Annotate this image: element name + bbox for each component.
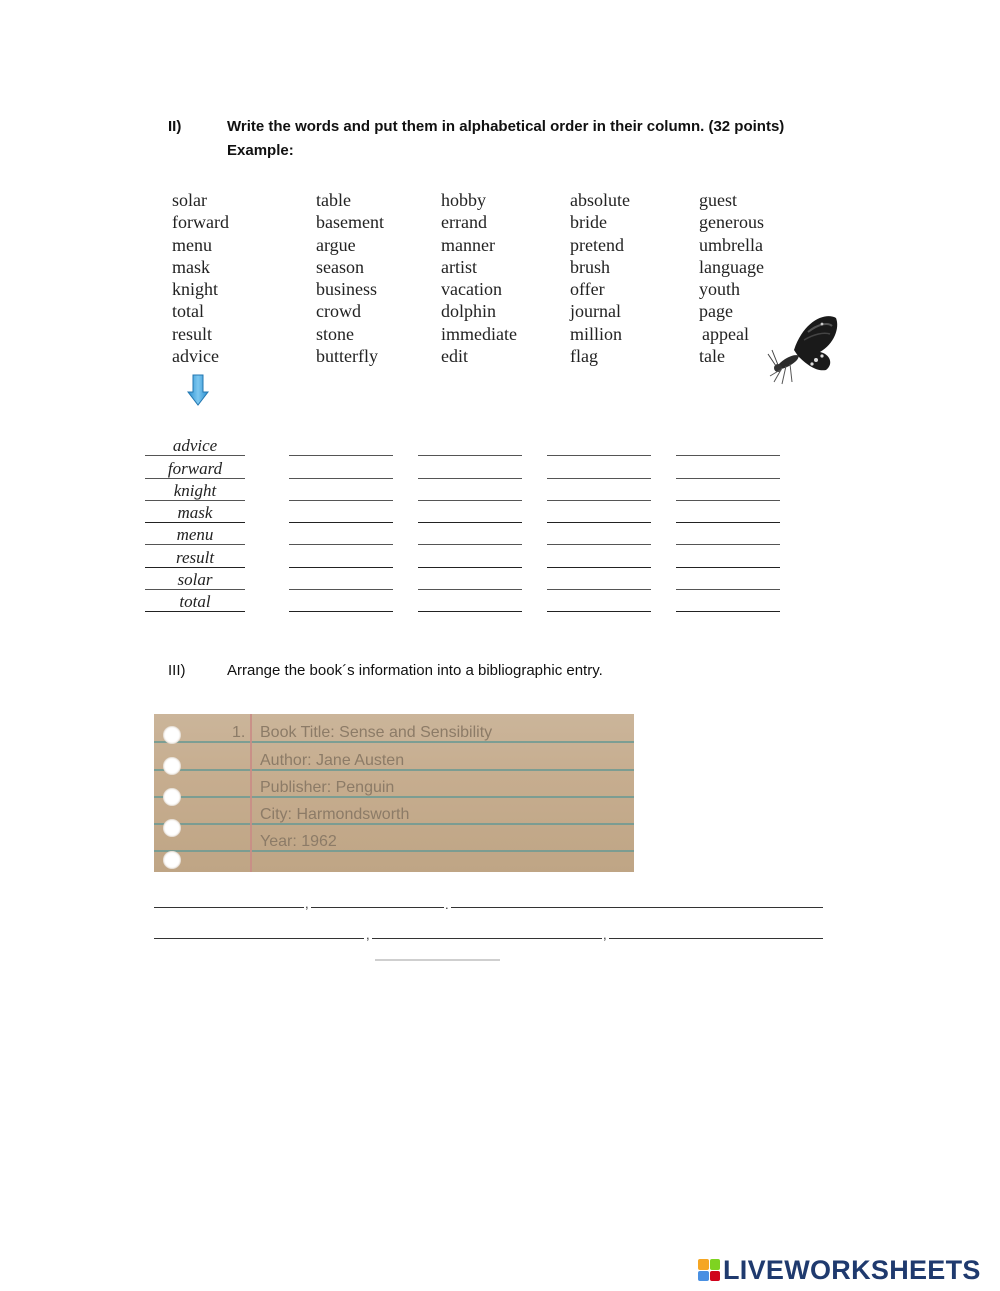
section-2-example-label: Example: bbox=[227, 142, 294, 159]
word-item: butterfly bbox=[316, 346, 378, 367]
example-answer-word: forward bbox=[167, 458, 223, 478]
bib-title-field[interactable] bbox=[451, 907, 823, 908]
word-item: stone bbox=[316, 323, 354, 344]
bib-separator: , bbox=[366, 927, 370, 942]
word-item: language bbox=[699, 256, 764, 277]
answer-blank[interactable] bbox=[676, 479, 780, 501]
bib-separator: , bbox=[305, 896, 309, 911]
word-item: crowd bbox=[316, 301, 361, 322]
section-3-instruction: Arrange the book´s information into a bibliographic entry. bbox=[227, 662, 603, 679]
answer-blank[interactable] bbox=[289, 479, 393, 501]
section-2-instruction: Write the words and put them in alphabetical order in their column. (32 points) bbox=[227, 118, 785, 135]
example-answer-word: mask bbox=[177, 503, 213, 523]
answer-blank[interactable] bbox=[676, 590, 780, 612]
example-answer-row bbox=[145, 545, 245, 567]
answer-underline bbox=[418, 611, 522, 612]
word-item: pretend bbox=[570, 234, 624, 255]
example-answer-word: total bbox=[179, 592, 211, 612]
word-item: total bbox=[172, 301, 204, 322]
answer-blank[interactable] bbox=[418, 501, 522, 523]
word-column bbox=[172, 189, 229, 367]
answer-blank[interactable] bbox=[547, 456, 651, 478]
answer-blank[interactable] bbox=[418, 545, 522, 567]
answer-blank[interactable] bbox=[289, 434, 393, 456]
example-answer-row bbox=[145, 456, 245, 478]
example-answer-row bbox=[145, 568, 245, 590]
book-title: Book Title: Sense and Sensibility bbox=[260, 724, 493, 741]
answer-blank[interactable] bbox=[418, 568, 522, 590]
answer-blank[interactable] bbox=[676, 501, 780, 523]
book-info-card bbox=[154, 714, 634, 872]
word-item: manner bbox=[441, 234, 495, 255]
word-item: offer bbox=[570, 279, 605, 300]
bib-extra-field[interactable] bbox=[609, 938, 823, 939]
word-item: absolute bbox=[570, 190, 630, 210]
answer-blank[interactable] bbox=[289, 568, 393, 590]
example-answer-word: knight bbox=[173, 480, 217, 500]
section-3-number: III) bbox=[168, 662, 186, 679]
example-answer-column bbox=[145, 434, 245, 612]
word-column bbox=[441, 189, 517, 367]
word-item: advice bbox=[172, 346, 219, 367]
answer-blank[interactable] bbox=[289, 523, 393, 545]
word-item: appeal bbox=[702, 323, 749, 344]
binder-hole bbox=[163, 726, 181, 744]
answer-blank[interactable] bbox=[289, 545, 393, 567]
word-item: menu bbox=[172, 234, 212, 255]
word-item: generous bbox=[699, 212, 764, 233]
word-item: immediate bbox=[441, 323, 517, 344]
word-item: result bbox=[172, 323, 212, 344]
brand-name: LIVEWORKSHEETS bbox=[723, 1254, 981, 1285]
book-entry-number: 1. bbox=[232, 724, 246, 741]
answer-column bbox=[676, 434, 780, 612]
word-item: artist bbox=[441, 256, 477, 277]
word-item: page bbox=[699, 301, 733, 322]
bib-city-field[interactable] bbox=[154, 938, 364, 939]
word-item: season bbox=[316, 256, 364, 277]
bib-separator: , bbox=[603, 927, 607, 942]
word-column bbox=[316, 189, 384, 367]
answer-blank[interactable] bbox=[418, 523, 522, 545]
answer-blank[interactable] bbox=[676, 568, 780, 590]
answer-column bbox=[547, 434, 651, 612]
answer-blank[interactable] bbox=[547, 590, 651, 612]
liveworksheets-brand[interactable] bbox=[698, 1255, 981, 1285]
word-item: flag bbox=[570, 346, 598, 367]
book-publisher: Publisher: Penguin bbox=[260, 779, 395, 796]
example-answer-row bbox=[145, 523, 245, 545]
word-column bbox=[699, 189, 764, 367]
book-author: Author: Jane Austen bbox=[260, 752, 405, 769]
answer-blank[interactable] bbox=[676, 523, 780, 545]
word-column bbox=[570, 189, 630, 367]
answer-blank[interactable] bbox=[289, 590, 393, 612]
answer-blank[interactable] bbox=[547, 501, 651, 523]
answer-blank[interactable] bbox=[676, 456, 780, 478]
word-item: journal bbox=[570, 301, 621, 322]
liveworksheets-logo-icon bbox=[698, 1259, 720, 1281]
bib-publisher-field[interactable] bbox=[372, 938, 602, 939]
word-item: errand bbox=[441, 212, 487, 233]
word-item: guest bbox=[699, 190, 737, 210]
binder-hole bbox=[163, 788, 181, 806]
word-item: edit bbox=[441, 346, 468, 367]
answer-underline bbox=[289, 611, 393, 612]
book-year: Year: 1962 bbox=[260, 833, 337, 850]
answer-blank[interactable] bbox=[289, 501, 393, 523]
word-item: business bbox=[316, 279, 378, 300]
answer-blank[interactable] bbox=[289, 456, 393, 478]
word-item: table bbox=[316, 190, 351, 210]
faint-divider bbox=[375, 959, 500, 961]
word-item: bride bbox=[570, 212, 607, 233]
word-item: solar bbox=[172, 190, 207, 210]
word-item: forward bbox=[172, 212, 229, 233]
example-answer-word: advice bbox=[172, 436, 218, 456]
answer-column bbox=[418, 434, 522, 612]
word-item: knight bbox=[172, 279, 219, 300]
word-item: brush bbox=[570, 256, 610, 277]
word-item: youth bbox=[699, 279, 741, 300]
example-answer-row bbox=[145, 434, 245, 456]
bib-separator: . bbox=[445, 897, 449, 912]
answer-blank[interactable] bbox=[547, 568, 651, 590]
example-answer-row bbox=[145, 479, 245, 501]
word-item: vacation bbox=[441, 279, 502, 300]
example-answer-word: result bbox=[175, 547, 215, 567]
answer-underline bbox=[547, 611, 651, 612]
example-answer-row bbox=[145, 501, 245, 523]
answer-blank[interactable] bbox=[547, 434, 651, 456]
answer-blank[interactable] bbox=[676, 545, 780, 567]
word-item: mask bbox=[172, 256, 210, 277]
section-2-number: II) bbox=[168, 118, 182, 135]
answer-column bbox=[289, 434, 393, 612]
answer-blank[interactable] bbox=[418, 434, 522, 456]
word-item: million bbox=[570, 323, 623, 344]
example-answer-word: menu bbox=[176, 525, 214, 545]
butterfly-image bbox=[764, 310, 840, 390]
answer-blank[interactable] bbox=[676, 434, 780, 456]
answer-blank[interactable] bbox=[418, 479, 522, 501]
word-item: dolphin bbox=[441, 301, 497, 322]
word-item: umbrella bbox=[699, 234, 763, 255]
bib-year-field[interactable] bbox=[311, 907, 444, 908]
answer-underline bbox=[676, 611, 780, 612]
binder-hole bbox=[163, 819, 181, 837]
example-answer-row bbox=[145, 590, 245, 612]
down-arrow-icon bbox=[187, 374, 209, 406]
binder-hole bbox=[163, 851, 181, 869]
answer-blank[interactable] bbox=[547, 545, 651, 567]
answer-blank[interactable] bbox=[418, 590, 522, 612]
book-city: City: Harmondsworth bbox=[260, 806, 410, 823]
answer-blank[interactable] bbox=[547, 523, 651, 545]
word-item: argue bbox=[316, 234, 356, 255]
binder-hole bbox=[163, 757, 181, 775]
bib-author-field[interactable] bbox=[154, 907, 304, 908]
word-item: hobby bbox=[441, 190, 486, 210]
word-item: tale bbox=[699, 346, 725, 367]
answer-blank[interactable] bbox=[418, 456, 522, 478]
answer-blank[interactable] bbox=[547, 479, 651, 501]
example-answer-word: solar bbox=[177, 570, 213, 590]
word-item: basement bbox=[316, 212, 384, 233]
